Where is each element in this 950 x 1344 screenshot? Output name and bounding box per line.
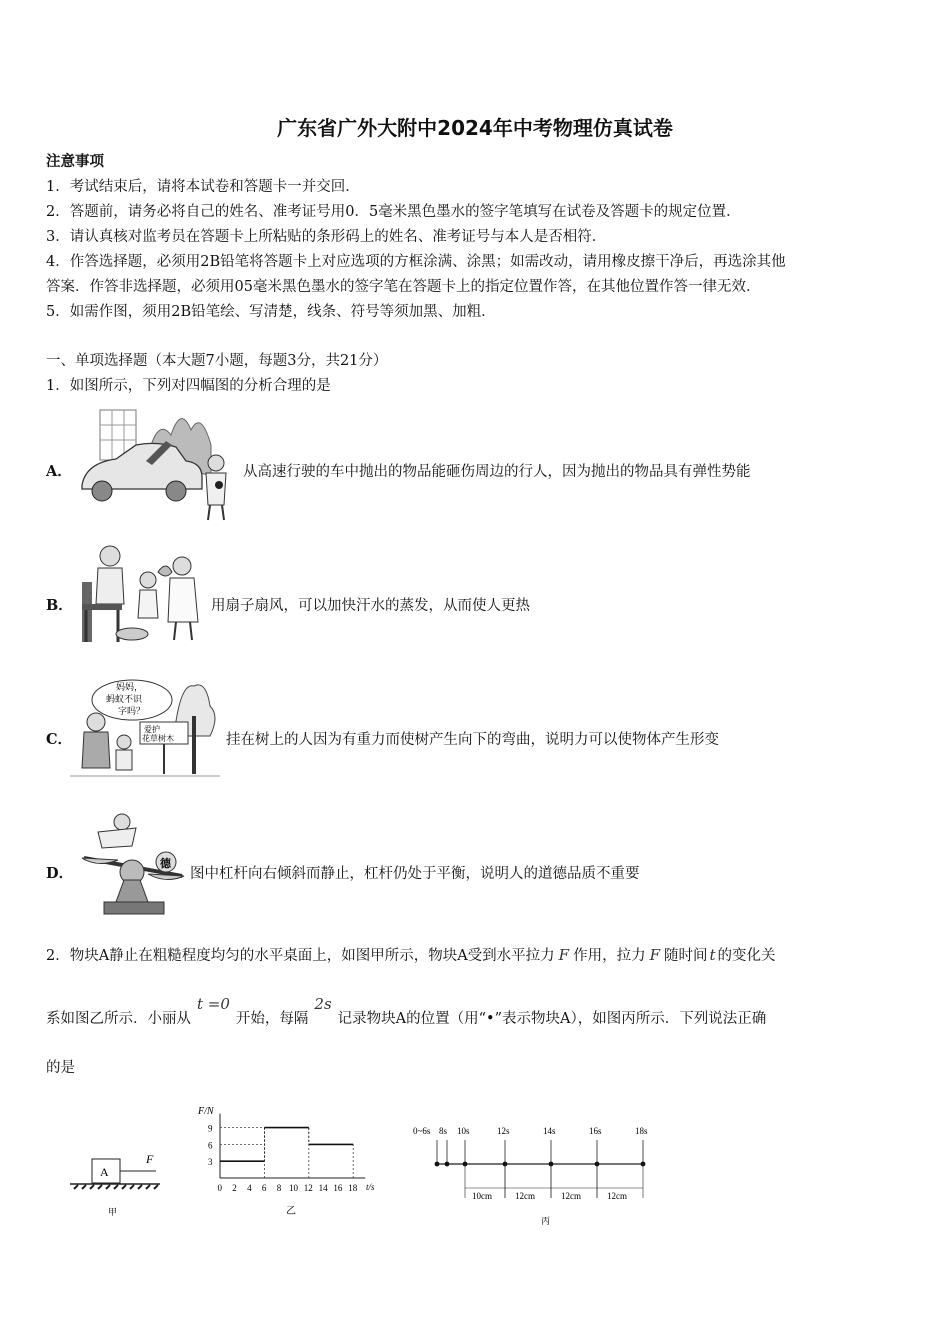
time-label: 16s	[589, 1126, 602, 1136]
force-label: F	[146, 1152, 154, 1166]
figure-bing-position-record	[405, 1118, 660, 1228]
symbol-t: t	[709, 946, 716, 964]
y-axis-label: F/N	[198, 1106, 214, 1117]
x-axis-label: t/s	[366, 1182, 375, 1192]
time-label: 18s	[635, 1126, 648, 1136]
notice-item: 2．答题前，请务必将自己的姓名、准考证号用0．5毫米黑色墨水的签字笔填写在试卷及答题卡的规定位置．	[46, 204, 741, 220]
figure-caption: 乙	[286, 1206, 296, 1217]
q2-text: 的变化关	[717, 948, 776, 964]
symbol-F: F	[649, 946, 661, 964]
x-tick-label: 2	[232, 1183, 237, 1193]
balance-lever-illustration	[78, 810, 190, 918]
q2-text: 随时间	[664, 948, 708, 964]
x-tick-label: 8	[276, 1183, 282, 1193]
figure-caption: 甲	[108, 1207, 118, 1217]
x-tick-label: 12	[303, 1183, 313, 1193]
figure-caption: 丙	[541, 1216, 551, 1226]
sign-text: 爱护	[144, 725, 160, 734]
x-tick-label: 16	[333, 1183, 343, 1193]
y-tick-label: 6	[208, 1140, 213, 1151]
speech-bubble-text: 字吗？	[118, 706, 146, 716]
notice-item: 3．请认真核对监考员在答题卡上所粘贴的条形码上的姓名、准考证号与本人是否相符．	[46, 229, 607, 245]
y-tick-label: 3	[208, 1157, 213, 1168]
notice-item: 4．作答选择题，必须用2B铅笔将答题卡上对应选项的方框涂满、涂黑；如需改动，请用橡皮擦干净后，再选涂其他	[46, 254, 786, 270]
math-t-equals-zero: t =0	[197, 995, 230, 1013]
option-d-text: 图中杠杆向右倾斜而静止，杠杆仍处于平衡，说明人的道德品质不重要	[190, 866, 640, 882]
question-2-line-2	[46, 995, 767, 1029]
q2-text: 2．物块A静止在粗糙程度均匀的水平桌面上，如图甲所示，物块A受到水平拉力	[46, 948, 555, 964]
time-label: 0~6s	[413, 1126, 431, 1136]
block-position-dot	[445, 1162, 450, 1167]
time-label: 14s	[543, 1126, 556, 1136]
distance-label: 12cm	[561, 1191, 581, 1201]
option-d-letter: D．	[46, 865, 74, 882]
block-position-dot	[435, 1162, 440, 1167]
x-tick-label: 0	[217, 1183, 222, 1193]
x-tick-label: 14	[318, 1183, 328, 1193]
block-label: A	[100, 1165, 109, 1179]
figure-jia-block-on-table	[70, 1145, 165, 1220]
figure-yi-force-time-chart	[190, 1100, 390, 1220]
notice-item: 5．如需作图，须用2B铅笔绘、写清楚，线条、符号等须加黑、加粗．	[46, 304, 496, 320]
car-throwing-object-illustration	[76, 405, 241, 523]
x-tick-label: 18	[348, 1183, 358, 1193]
q2-text: 开始，每隔	[235, 1011, 309, 1027]
child-tree-sign-illustration	[70, 676, 222, 780]
x-tick-label: 6	[261, 1183, 267, 1193]
time-label: 10s	[457, 1126, 470, 1136]
notice-item: 1．考试结束后，请将本试卷和答题卡一并交回．	[46, 179, 360, 195]
speech-bubble-text: 妈妈，	[116, 682, 144, 692]
distance-label: 10cm	[472, 1191, 492, 1201]
symbol-F: F	[558, 946, 570, 964]
distance-label: 12cm	[607, 1191, 627, 1201]
sign-text: 花草树木	[142, 734, 174, 743]
option-a-text: 从高速行驶的车中抛出的物品能砸伤周边的行人，因为抛出的物品具有弹性势能	[243, 464, 751, 480]
notice-item: 答案．作答非选择题，必须用05毫米黑色墨水的签字笔在答题卡上的指定位置作答，在其他位置作答一律无效．	[46, 279, 761, 295]
fan-family-illustration	[72, 542, 207, 647]
option-c-text: 挂在树上的人因为有重力而使树产生向下的弯曲，说明力可以使物体产生形变	[226, 732, 719, 748]
moral-label: 德	[160, 858, 171, 870]
option-b-text: 用扇子扇风，可以加快汗水的蒸发，从而使人更热	[211, 598, 530, 614]
option-c-letter: C．	[46, 731, 73, 748]
page-title: 广东省广外大附中2024年中考物理仿真试卷	[277, 116, 673, 140]
math-2s: 2s	[314, 995, 332, 1013]
q2-text: 系如图乙所示．小丽从	[46, 1011, 191, 1027]
distance-label: 12cm	[515, 1191, 535, 1201]
y-tick-label: 9	[208, 1123, 213, 1134]
q2-text: 记录物块A的位置（用“•”表示物块A），如图丙所示．下列说法正确	[337, 1011, 767, 1027]
option-b-letter: B．	[46, 597, 73, 614]
notice-heading: 注意事项	[46, 153, 104, 170]
option-a-letter: A．	[46, 463, 72, 480]
question-2-line-3: 的是	[46, 1060, 75, 1076]
section-heading: 一、单项选择题（本大题7小题，每题3分，共21分）	[46, 353, 388, 369]
question-1-stem: 1．如图所示，下列对四幅图的分析合理的是	[46, 378, 331, 394]
q2-text: 作用，拉力	[573, 948, 646, 964]
question-2-line-1	[46, 945, 776, 966]
x-tick-label: 10	[289, 1183, 298, 1193]
x-tick-label: 4	[247, 1183, 252, 1193]
speech-bubble-text: 蚂蚁不识	[106, 694, 143, 704]
time-label: 8s	[439, 1126, 448, 1136]
time-label: 12s	[497, 1126, 510, 1136]
